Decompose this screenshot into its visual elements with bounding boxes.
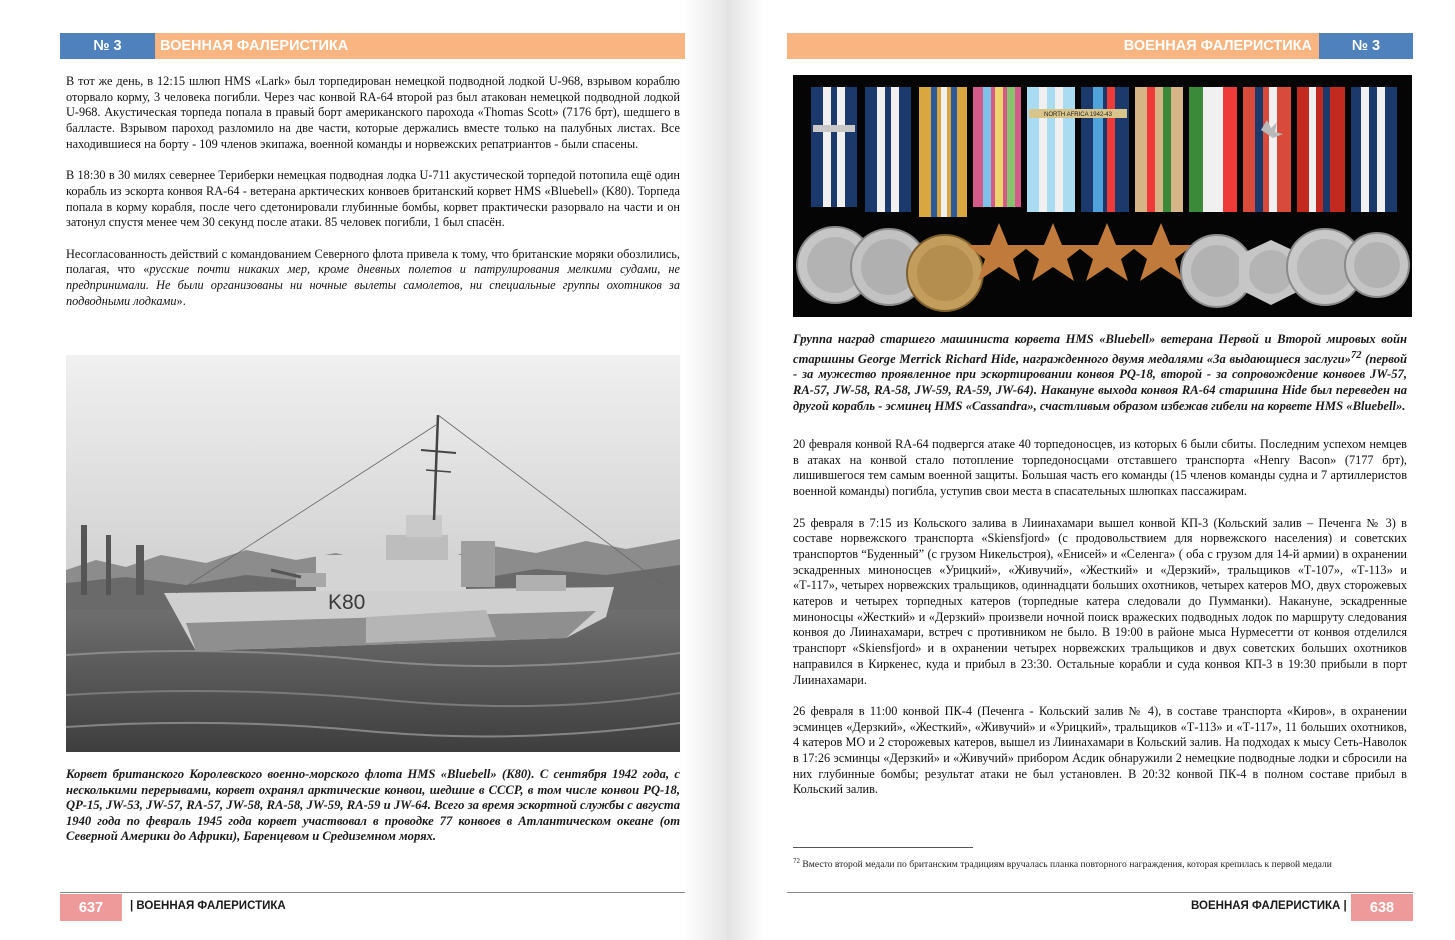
paragraph-with-quote: Несогласованность действий с командованием Северного флота привела к тому, что британские моряки обозлились, полагая, что «русские почти никаких мер, кроме дневных полетов и патрулирования мелкими судами, не предпринимали. Не были организованы ни ночные вылеты самолетов, ни специальные группы охотников за подводными лодками». <box>66 246 680 308</box>
magazine-title: ВОЕННАЯ ФАЛЕРИСТИКА <box>155 33 685 59</box>
clasp-text: NORTH AFRICA 1942-43 <box>1044 112 1112 118</box>
footer-title: ВОЕННАЯ ФАЛЕРИСТИКА | <box>1191 900 1347 912</box>
medal-group-illustration <box>793 75 1412 317</box>
medals-photo-caption: Группа наград старшего машиниста корвета HMS «Bluebell» ветерана Первой и Второй мировых войн старшины George Merrick Richard Hide, награжденного двумя медалями «За выдающиеся заслуги»$^{72}$ (первой - за мужество проявленное при эскортировании конвоя PQ-18, второй - за сопровождение конвоев JW-57, RA-57, JW-58, RA-58, JW-59, RA-59, JW-64). Накануне выхода конвоя RA-64 старшина Hide был переведен на другой корабль - эсминец HMS «Cassandra», счастливым образом избежав гибели на корвете HMS «Bluebell». <box>793 332 1407 413</box>
hull-number: K80 <box>328 591 366 614</box>
footnote: $^{72}$ Вместо второй медали по британским традициям вручалась планка повторного награждения, которая крепилась к первой медали <box>793 857 1332 871</box>
ship-photo-caption: Корвет британского Королевского военно-морского флота HMS «Bluebell» (K80). С сентября 1942 года, с несколькими перерывами, корвет охранял арктические конвои, шедшие в СССР, в том числе конвои PQ-18, QP-15, JW-53, JW-57, RA-57, JW-58, RA-58, JW-59, RA-59 и JW-64. Всего за время эскортной службы с августа 1940 года по февраль 1945 года корвет участвовал в проводке 77 конвоев в Атлантическом океане (от Северной Америки до Африки), Баренцевом и Средиземном морях. <box>66 767 680 844</box>
right-article-text <box>793 437 1407 798</box>
paragraph: В тот же день, в 12:15 шлюп HMS «Lark» был торпедирован немецкой подводной лодкой U-968, взрывом кораблю оторвало корму, 3 человека погибли. Через час конвой RA-64 второй раз был атакован немецкой подводной лодкой U-968. Акустическая торпеда попала в правый борт американского парохода «Thomas Scott» (7176 брт), шедшего в балласте. Взрывом пароход разломило на две части, которые держались вместе только на палубных листах. Все находившиеся на борту - 109 членов экипажа, военной команды и норвежских репатриантов - были спасены. <box>66 74 680 151</box>
left-page <box>0 0 727 940</box>
quote: русские почти никаких мер, кроме дневных полетов и патрулирования мелкими судами, не предпринимали. Не были организованы ни ночные вылеты самолетов, ни специальные группы охотников за подводными лодками <box>66 262 680 308</box>
medal-ribbons <box>811 87 1397 217</box>
footer-rule <box>787 892 1413 893</box>
paragraph: 25 февраля в 7:15 из Кольского залива в Лиинахамари вышел конвой КП-3 (Кольский залив – Печенга № 3) в составе норвежского транспорта «Skiensfjord» (с продовольствием для норвежского населения) и советских транспортов “Буденный” (с грузом Никельстроя), «Енисей» и «Селенга» ( оба с грузом для 14-й армии) в охранении эскадренных миноносцев «Урицкий», «Живучий», «Жесткий» и «Дерзкий», тральщиков «Т-107», «Т-113» и «Т-117», четырех норвежских тральщиков, одиннадцати больших охотников, четырех катеров МО, двух сторожевых катеров и четырех торпедных катеров (торпедные катера следовали до Пумманки). Накануне, эскадренные миноносцы «Жесткий» и «Дерзкий» произвели ночной поиск вражеских подводных лодок по маршруту следования конвоя до Лиинахамари, встреч с противником не было. В 19:00 в районе мыса Нурмесетти от конвоя отделился транспорт «Skiensfjord» и в охранении четырех норвежских тральщиков и двух советских больших охотников направился в Киркенес, куда и прибыл в 23:30. Остальные корабли и суда конвоя КП-3 в 19:30 прибыли в порт Лиинахамари. <box>793 515 1407 687</box>
bar-clasp <box>813 125 855 132</box>
page-number: 638 <box>1351 894 1413 921</box>
medals-photo <box>793 75 1412 317</box>
magazine-title: ВОЕННАЯ ФАЛЕРИСТИКА <box>787 33 1319 59</box>
footer-title: | ВОЕННАЯ ФАЛЕРИСТИКА <box>130 900 286 912</box>
footnote-rule <box>793 847 973 848</box>
paragraph: 26 февраля в 11:00 конвой ПК-4 (Печенга - Кольский залив № 4), в составе транспорта «Киров», в охранении эсминцев «Дерзкий», «Жесткий», «Живучий» и «Урицкий», тральщиков «Т-113» и «Т-117», 11 больших охотников, 4 катеров МО и 2 сторожевых катеров, вышел из Лиинахамари в Кольский залив. На подходах к мысу Сеть-Наволок в 17:26 эсминцы «Дерзкий» и «Живучий» прибором Асдик обнаружили 2 немецкие подводные лодки и сбросили на них глубинные бомбы; результат атаки не был установлен. В 20:32 конвой ПК-4 в полном составе прибыл в Кольский залив. <box>793 703 1407 797</box>
paragraph: 20 февраля конвой RA-64 подвергся атаке 40 торпедоносцев, из которых 6 были сбиты. Последним успехом немцев в атаках на конвой стало потопление торпедоносцами отставшего транспорта «Henry Bacon» (7177 брт), лишившегося тем самым военной защиты. Большая часть его команды (15 членов команды судна и 7 артиллеристов военной команды) погибла, уступив свои места в спасательных шлюпках пассажирам. <box>793 437 1407 499</box>
left-page-header <box>60 33 685 59</box>
issue-number: № 3 <box>60 33 155 59</box>
issue-number: № 3 <box>1319 33 1413 59</box>
right-page <box>727 0 1455 940</box>
ship-photo <box>66 355 680 752</box>
page-number: 637 <box>60 894 122 921</box>
paragraph: В 18:30 в 30 милях севернее Териберки немецкая подводная лодка U-711 акустической торпедой потопила ещё один корабль из эскорта конвоя RA-64 - ветерана арктических конвоев британский корвет HMS «Bluebell» (K80). Торпеда попала в корму корабля, после чего сдетонировали глубинные бомбы, корвет практически разорвало на части и он затонул спустя менее чем 30 секунд после атаки. 85 человек погибли, 1 был спасён. <box>66 168 680 230</box>
right-page-header <box>787 33 1413 59</box>
left-article-text <box>66 74 680 310</box>
footer-rule <box>60 892 685 893</box>
footnote-ref: 72 <box>1350 349 1362 361</box>
corvette-illustration <box>66 355 680 752</box>
